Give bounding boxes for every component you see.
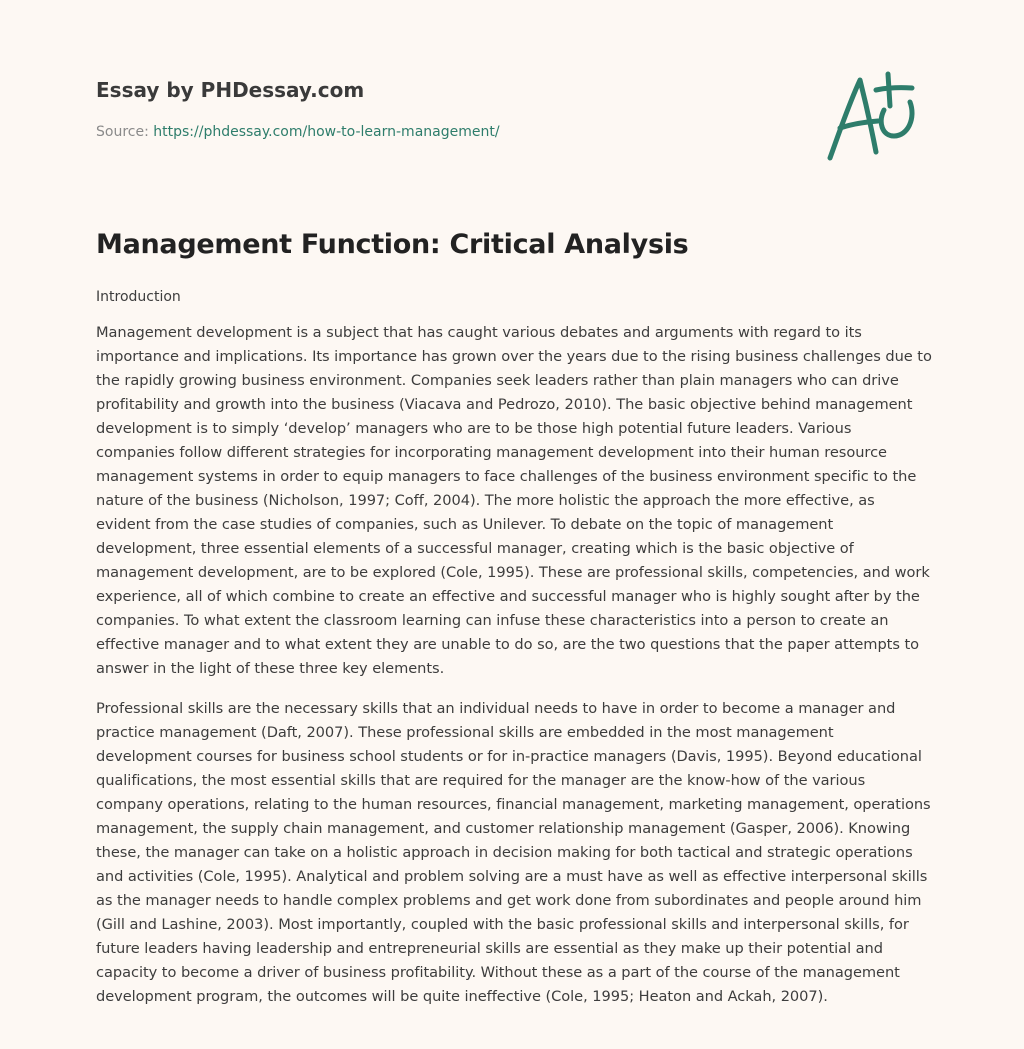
essay-paragraph: Management development is a subject that has caught various debates and arguments with regard to its importance and implications. Its importance has grown over the years due to the rising business challenges due to the rapidly growing business environment. Companies seek leaders rather than plain managers who can drive profitability and growth into the business (Viacava and Pedrozo, 2010). The basic objective behind management development is to simply ‘develop’ managers who are to be those high potential future leaders. Various companies follow different strategies for incorporating management development into their human resource management systems in order to equip managers to face challenges of the business environment specific to the nature of the business (Nicholson, 1997; Coff, 2004). The more holistic the approach the more effective, as evident from the case studies of companies, such as Unilever. To debate on the topic of management development, three essential elements of a successful manager, creating which is the basic objective of management development, are to be explored (Cole, 1995). These are professional skills, competencies, and work experience, all of which combine to create an effective and successful manager who is highly sought after by the companies. To what extent the classroom learning can infuse these characteristics into a person to create an effective manager and to what extent they are unable to do so, are the two questions that the paper attempts to answer in the light of these three key elements. <box>96 324 932 677</box>
essay-paragraph: Professional skills are the necessary skills that an individual needs to have in order to become a manager and practice management (Daft, 2007). These professional skills are embedded in the most management development courses for business school students or for in-practice managers (Davis, 1995). Beyond educational qualifications, the most essential skills that are required for the manager are the know-how of the various company operations, relating to the human resources, financial management, marketing management, operations management, the supply chain management, and customer relationship management (Gasper, 2006). Knowing these, the manager can take on a holistic approach in decision making for both tactical and strategic operations and activities (Cole, 1995). Analytical and problem solving are a must have as well as effective interpersonal skills as the manager needs to handle complex problems and get work done from subordinates and people around him (Gill and Lashine, 2003). Most importantly, coupled with the basic professional skills and interpersonal skills, for future leaders having leadership and entrepreneurial skills are essential as they make up their potential and capacity to become a driver of business profitability. Without these as a part of the course of the management development program, the outcomes will be quite ineffective (Cole, 1995; Heaton and Ackah, 2007). <box>96 700 931 1005</box>
essay-body <box>96 285 932 1025</box>
source-link[interactable]: https://phdessay.com/how-to-learn-management/ <box>153 124 500 140</box>
a-plus-logo-icon <box>820 66 930 166</box>
essay-title: Management Function: Critical Analysis <box>96 229 689 260</box>
section-label-introduction: Introduction <box>96 289 181 305</box>
page-header <box>96 76 796 142</box>
site-title: Essay by PHDessay.com <box>96 78 365 102</box>
logo-text: A+ <box>820 66 822 67</box>
source-line <box>96 122 796 142</box>
source-label: Source: <box>96 124 154 140</box>
